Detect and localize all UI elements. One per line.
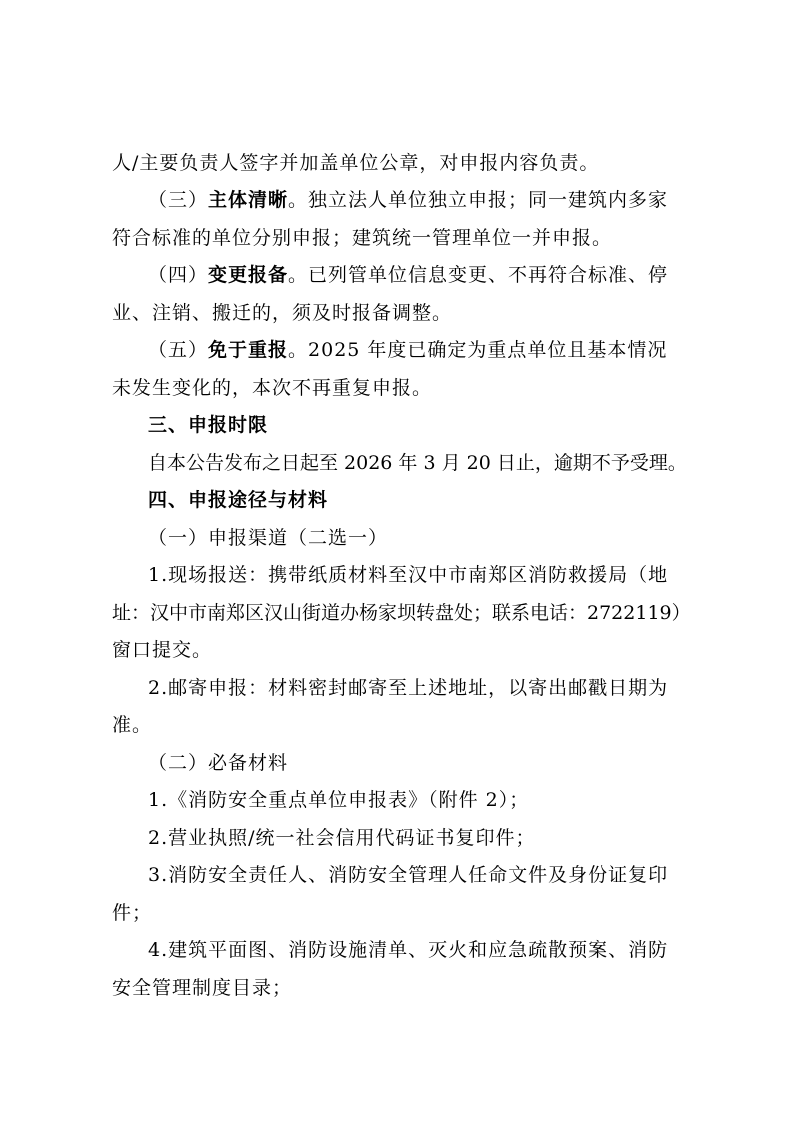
- subsection-heading: [148, 525, 718, 551]
- line-text: 业、注销、搬迁的，须及时报备调整。: [112, 302, 453, 324]
- bold-term: 变更报备: [208, 264, 289, 286]
- section-heading: [148, 412, 718, 438]
- line-text: 安全管理制度目录；: [112, 977, 293, 999]
- line-text: 1.《消防安全重点单位申报表》（附件 2）；: [148, 789, 530, 811]
- bold-term: 免于重报: [208, 339, 289, 361]
- subsection-heading: [148, 750, 718, 776]
- paragraph-line: [148, 262, 718, 288]
- paragraph-line: [112, 300, 712, 326]
- heading-text: （二）必备材料: [148, 752, 289, 774]
- paragraph-line: [148, 562, 718, 588]
- line-text: 人/主要负责人签字并加盖单位公章，对申报内容负责。: [112, 152, 600, 174]
- heading-text: 三、申报时限: [148, 414, 269, 436]
- paragraph-line: [112, 637, 712, 663]
- line-text: 址：汉中市南郑区汉山街道办杨家坝转盘处；联系电话：2722119）: [112, 602, 691, 624]
- line-text: 件；: [112, 902, 153, 924]
- paragraph-line: [112, 375, 712, 401]
- line-text: 4.建筑平面图、消防设施清单、灭火和应急疏散预案、消防: [148, 939, 669, 961]
- list-item-continuation: [112, 975, 712, 1001]
- paragraph-line: [148, 675, 718, 701]
- list-item: [148, 787, 718, 813]
- line-text: 。2025 年度已确定为重点单位且基本情况: [288, 339, 668, 361]
- item-marker: （五）: [148, 339, 209, 361]
- item-marker: （四）: [148, 264, 209, 286]
- paragraph-line: [112, 225, 712, 251]
- item-marker: （三）: [148, 189, 209, 211]
- bold-term: 主体清晰: [208, 189, 289, 211]
- list-item: [148, 825, 718, 851]
- line-text: 自本公告发布之日起至 2026 年 3 月 20 日止，逾期不予受理。: [148, 452, 687, 474]
- line-text: 2.邮寄申报：材料密封邮寄至上述地址，以寄出邮戳日期为: [148, 677, 669, 699]
- heading-text: 四、申报途径与材料: [148, 489, 329, 511]
- line-text: 。独立法人单位独立申报；同一建筑内多家: [288, 189, 669, 211]
- line-text: 1.现场报送：携带纸质材料至汉中市南郑区消防救援局（地: [148, 564, 669, 586]
- line-text: 窗口提交。: [112, 639, 213, 661]
- section-heading: [148, 487, 718, 513]
- line-text: 符合标准的单位分别申报；建筑统一管理单位一并申报。: [112, 227, 613, 249]
- line-text: 。已列管单位信息变更、不再符合标准、停: [288, 264, 669, 286]
- list-item: [148, 937, 718, 963]
- paragraph-line: [112, 150, 712, 176]
- line-text: 2.营业执照/统一社会信用代码证书复印件；: [148, 827, 536, 849]
- paragraph-line: [112, 712, 712, 738]
- paragraph-line: [148, 337, 718, 363]
- paragraph-line: [148, 187, 718, 213]
- line-text: 3.消防安全责任人、消防安全管理人任命文件及身份证复印: [148, 864, 669, 886]
- paragraph-line: [148, 450, 718, 476]
- line-text: 准。: [112, 714, 153, 736]
- list-item-continuation: [112, 900, 712, 926]
- line-text: 未发生变化的，本次不再重复申报。: [112, 377, 433, 399]
- paragraph-line: [112, 600, 712, 626]
- heading-text: （一）申报渠道（二选一）: [148, 527, 389, 549]
- list-item: [148, 862, 718, 888]
